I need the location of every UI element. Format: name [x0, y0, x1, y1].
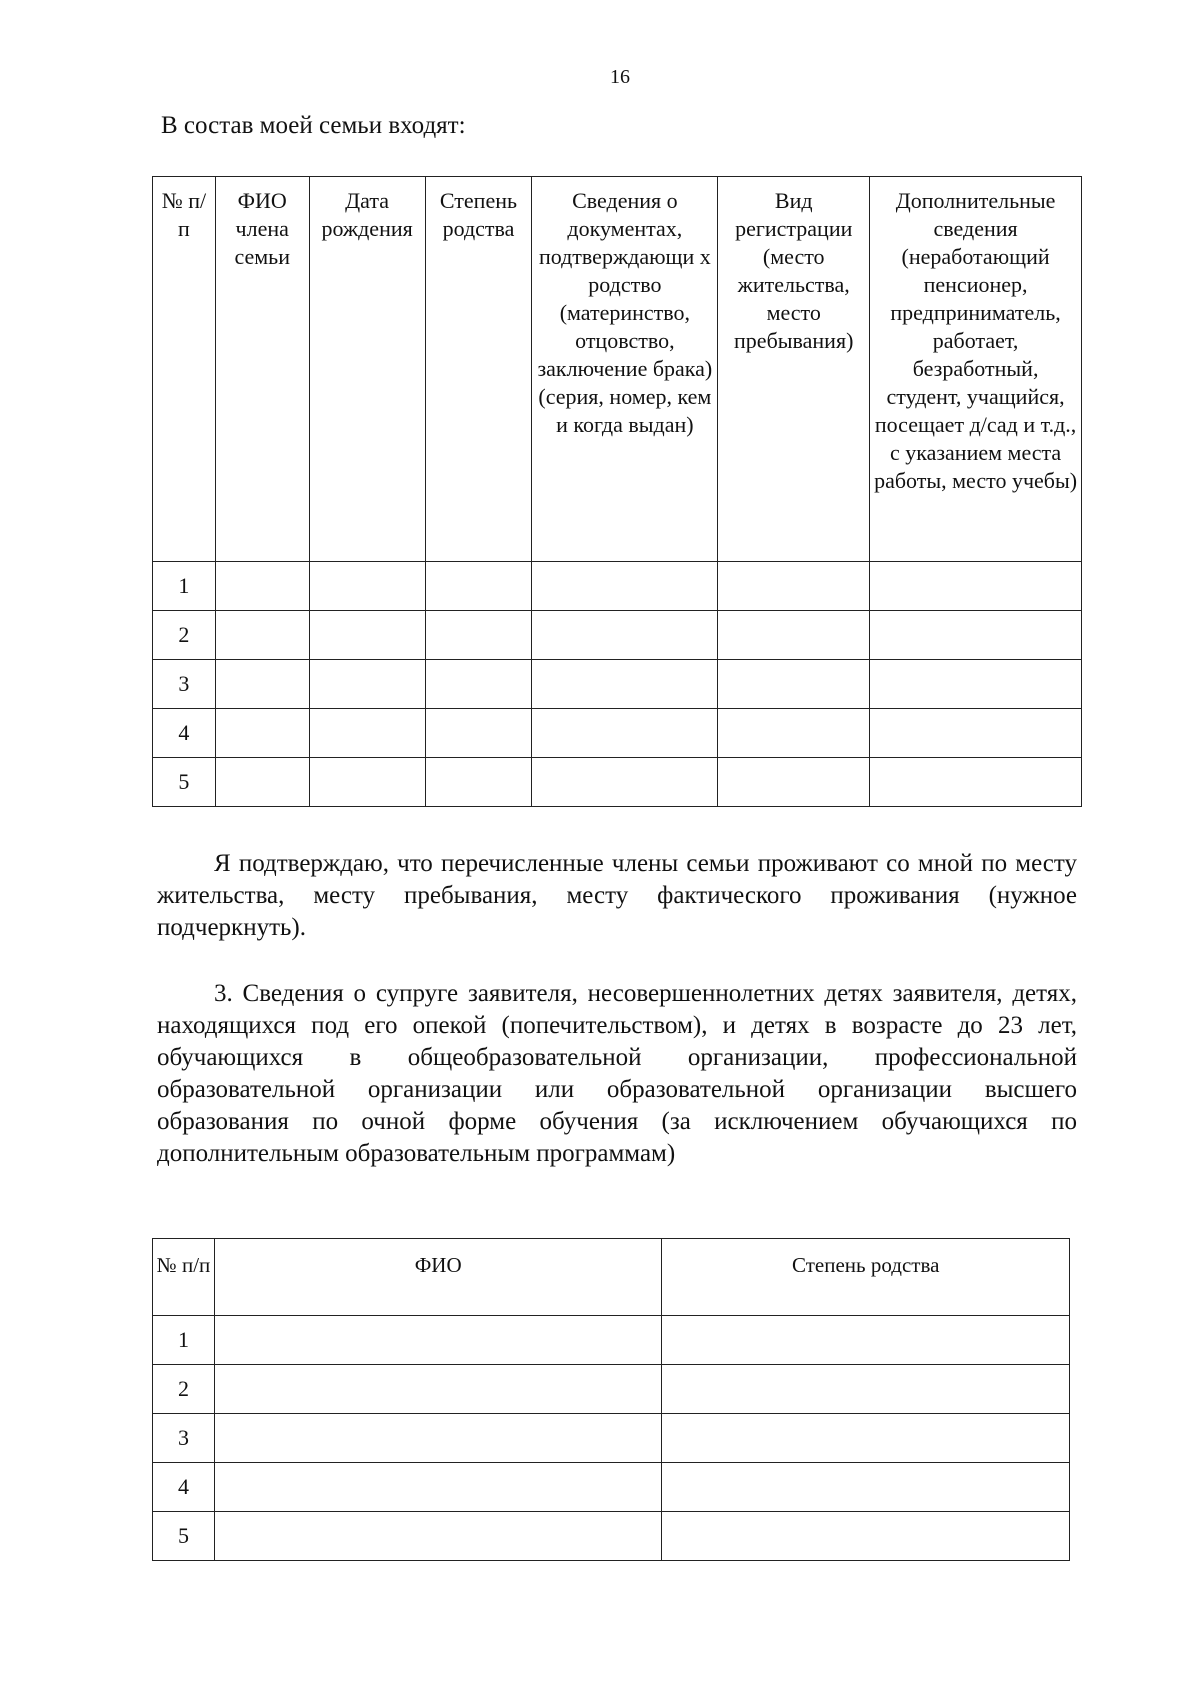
page-number: 16	[610, 66, 630, 88]
birth-date-cell[interactable]	[309, 660, 425, 709]
header-additional-info: Дополнительные сведения (неработающий пенсионер, предприниматель, работает, безработный, студент, учащийся, посещает д/сад и т.д., с указанием места работы, место учебы)	[870, 177, 1082, 562]
row-number: 5	[153, 1512, 215, 1561]
registration-cell[interactable]	[718, 709, 870, 758]
documents-cell[interactable]	[532, 660, 718, 709]
registration-cell[interactable]	[718, 611, 870, 660]
table-row	[153, 1365, 1070, 1414]
row-number: 3	[153, 660, 216, 709]
full-name-cell[interactable]	[215, 660, 309, 709]
full-name-cell[interactable]	[214, 1512, 661, 1561]
row-number: 4	[153, 709, 216, 758]
table-row	[153, 709, 1082, 758]
row-number: 1	[153, 1316, 215, 1365]
row-number: 3	[153, 1414, 215, 1463]
confirmation-paragraph: Я подтверждаю, что перечисленные члены семьи проживают со мной по месту жительства, месту пребывания, месту фактического проживания (нужное подчеркнуть).	[157, 850, 1077, 941]
family-heading: В состав моей семьи входят:	[161, 112, 466, 139]
birth-date-cell[interactable]	[309, 611, 425, 660]
relationship-cell[interactable]	[425, 611, 532, 660]
table-header-row	[153, 177, 1082, 562]
additional-info-cell[interactable]	[870, 758, 1082, 807]
family-members-table	[152, 176, 1082, 807]
header-number: № п/п	[153, 1239, 215, 1316]
relationship-cell[interactable]	[662, 1463, 1070, 1512]
relationship-cell[interactable]	[425, 709, 532, 758]
row-number: 2	[153, 1365, 215, 1414]
birth-date-cell[interactable]	[309, 758, 425, 807]
relationship-cell[interactable]	[662, 1365, 1070, 1414]
full-name-cell[interactable]	[215, 562, 309, 611]
table-row	[153, 660, 1082, 709]
additional-info-cell[interactable]	[870, 611, 1082, 660]
documents-cell[interactable]	[532, 562, 718, 611]
section-3-paragraph: 3. Сведения о супруге заявителя, несовершеннолетних детях заявителя, детях, находящихся под его опекой (попечительством), и детях в возрасте до 23 лет, обучающихся в общеобразовательной организации, профессиональной образовательной организации или образовательной организации высшего образования по очной форме обучения (за исключением обучающихся по дополнительным образовательным программам)	[157, 980, 1077, 1167]
row-number: 5	[153, 758, 216, 807]
row-number: 4	[153, 1463, 215, 1512]
additional-info-cell[interactable]	[870, 709, 1082, 758]
table-row	[153, 1316, 1070, 1365]
relationship-cell[interactable]	[425, 562, 532, 611]
header-full-name: ФИО члена семьи	[215, 177, 309, 562]
table-row	[153, 1512, 1070, 1561]
table-header-row	[153, 1239, 1070, 1316]
header-number: № п/п	[153, 177, 216, 562]
header-registration-type: Вид регистрации (место жительства, место пребывания)	[718, 177, 870, 562]
birth-date-cell[interactable]	[309, 709, 425, 758]
table-row	[153, 758, 1082, 807]
documents-cell[interactable]	[532, 611, 718, 660]
header-full-name: ФИО	[214, 1239, 661, 1316]
table-row	[153, 611, 1082, 660]
relationship-cell[interactable]	[425, 660, 532, 709]
full-name-cell[interactable]	[214, 1414, 661, 1463]
relationship-cell[interactable]	[662, 1512, 1070, 1561]
table-row	[153, 1414, 1070, 1463]
full-name-cell[interactable]	[214, 1365, 661, 1414]
documents-cell[interactable]	[532, 758, 718, 807]
header-kinship-documents: Сведения о документах, подтверждающи х родство (материнство, отцовство, заключение брака) (серия, номер, кем и когда выдан)	[532, 177, 718, 562]
full-name-cell[interactable]	[215, 709, 309, 758]
table-row	[153, 562, 1082, 611]
documents-cell[interactable]	[532, 709, 718, 758]
full-name-cell[interactable]	[215, 611, 309, 660]
full-name-cell[interactable]	[215, 758, 309, 807]
row-number: 2	[153, 611, 216, 660]
registration-cell[interactable]	[718, 758, 870, 807]
header-relationship: Степень родства	[425, 177, 532, 562]
header-relationship: Степень родства	[662, 1239, 1070, 1316]
full-name-cell[interactable]	[214, 1316, 661, 1365]
header-birth-date: Дата рождения	[309, 177, 425, 562]
full-name-cell[interactable]	[214, 1463, 661, 1512]
spouse-children-table	[152, 1238, 1070, 1561]
relationship-cell[interactable]	[662, 1414, 1070, 1463]
additional-info-cell[interactable]	[870, 562, 1082, 611]
table-row	[153, 1463, 1070, 1512]
registration-cell[interactable]	[718, 660, 870, 709]
relationship-cell[interactable]	[662, 1316, 1070, 1365]
row-number: 1	[153, 562, 216, 611]
additional-info-cell[interactable]	[870, 660, 1082, 709]
birth-date-cell[interactable]	[309, 562, 425, 611]
registration-cell[interactable]	[718, 562, 870, 611]
relationship-cell[interactable]	[425, 758, 532, 807]
